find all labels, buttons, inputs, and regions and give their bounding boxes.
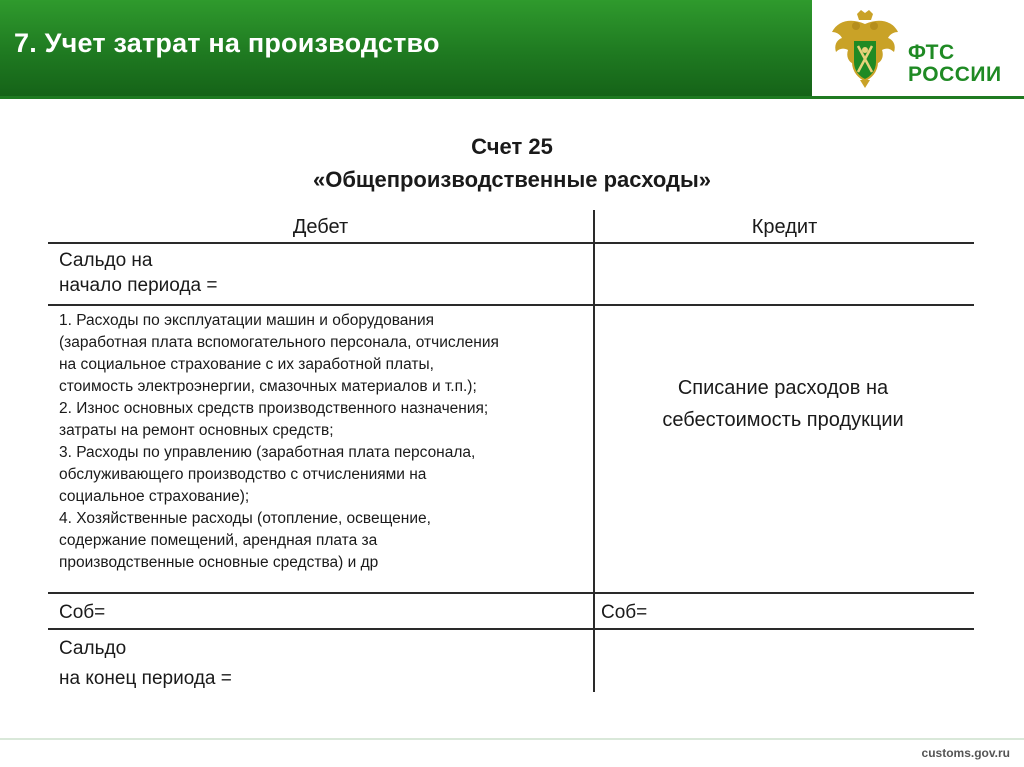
- turnover-row-divider: [48, 628, 974, 630]
- header-row-divider: [48, 242, 974, 244]
- closing-balance: [59, 634, 232, 694]
- list-item: обслуживающего производство с отчислениями на: [59, 466, 427, 483]
- opening-balance-line1: Сальдо на: [59, 250, 153, 271]
- list-item: социальное страхование);: [59, 488, 250, 505]
- list-item: 2. Износ основных средств производственного назначения;: [59, 400, 489, 417]
- header-divider: [0, 96, 1024, 99]
- debit-items-list: [59, 310, 589, 574]
- logo-text: [908, 42, 1002, 86]
- items-row-divider: [48, 592, 974, 594]
- list-item: (заработная плата вспомогательного персонала, отчисления: [59, 334, 499, 351]
- t-account-table: [48, 210, 974, 692]
- account-number: Счет 25: [471, 134, 553, 159]
- list-item: 4. Хозяйственные расходы (отопление, освещение,: [59, 510, 431, 527]
- fts-logo: [812, 0, 1024, 96]
- credit-turnover: Соб=: [601, 602, 648, 623]
- list-item: на социальное страхование с их заработной платы,: [59, 356, 434, 373]
- list-item: содержание помещений, арендная плата за: [59, 532, 378, 549]
- debit-header: Дебет: [292, 216, 349, 238]
- header-band: [0, 0, 812, 96]
- closing-balance-line1: Сальдо: [59, 638, 127, 659]
- logo-text-line1: ФТС: [908, 41, 955, 64]
- list-item: 3. Расходы по управлению (заработная плата персонала,: [59, 444, 476, 461]
- closing-balance-line2: на конец периода =: [59, 668, 232, 689]
- account-name: «Общепроизводственные расходы»: [312, 167, 712, 192]
- opening-balance-line2: начало периода =: [59, 275, 218, 296]
- footer-divider: [0, 738, 1024, 740]
- account-title: [0, 130, 1024, 196]
- credit-note: [608, 372, 958, 436]
- slide-header: [0, 0, 1024, 96]
- double-headed-eagle-icon: [830, 10, 900, 88]
- slide-title: 7. Учет затрат на производство: [14, 28, 440, 58]
- list-item: затраты на ремонт основных средств;: [59, 422, 334, 439]
- credit-note-line1: Списание расходов на: [677, 377, 889, 399]
- opening-balance: [59, 248, 217, 298]
- credit-header: Кредит: [751, 216, 818, 238]
- list-item: стоимость электроэнергии, смазочных материалов и т.п.);: [59, 378, 477, 395]
- list-item: 1. Расходы по эксплуатации машин и оборудования: [59, 312, 435, 329]
- opening-row-divider: [48, 304, 974, 306]
- logo-text-line2: РОССИИ: [908, 63, 1002, 86]
- list-item: производственные основные средства) и др: [59, 554, 379, 571]
- footer-url: customs.gov.ru: [921, 746, 1010, 760]
- column-divider: [593, 210, 595, 692]
- credit-note-line2: себестоимость продукции: [662, 409, 904, 431]
- debit-turnover: Соб=: [59, 602, 106, 623]
